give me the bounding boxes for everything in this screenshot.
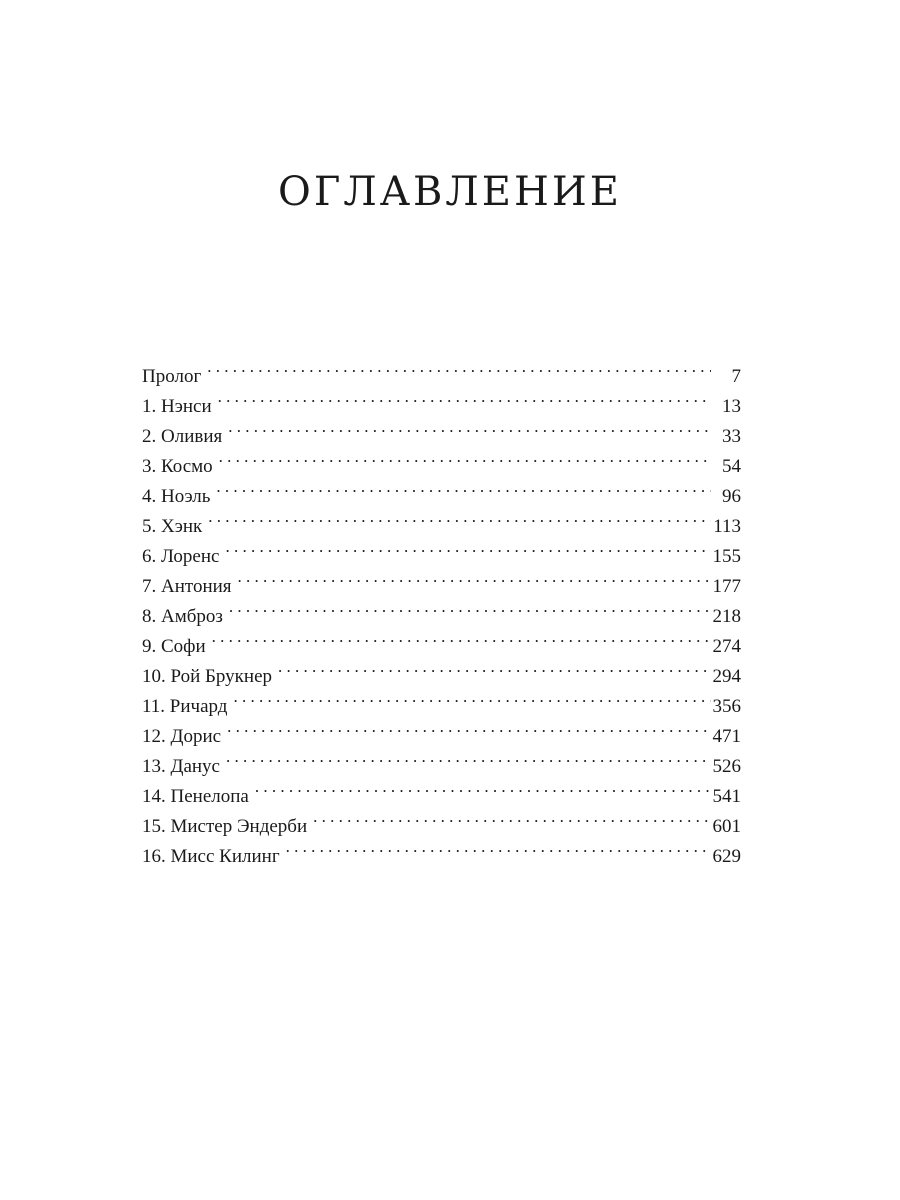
toc-dot-leader <box>226 742 711 772</box>
toc-entry-label: 5. Хэнк <box>142 516 203 537</box>
toc-entry-page: 526 <box>712 756 741 777</box>
toc-entry-page: 96 <box>722 486 741 507</box>
toc-entry-page: 629 <box>712 846 741 867</box>
toc-entry <box>142 532 741 567</box>
toc-entry-label: 10. Рой Брукнер <box>142 666 273 687</box>
toc-dot-leader <box>218 382 711 412</box>
toc-entry-label: Пролог <box>142 366 202 387</box>
toc-entry <box>142 742 741 777</box>
toc-entry-label: 13. Данус <box>142 756 220 777</box>
toc-entry-page: 33 <box>722 426 741 447</box>
toc-dot-leader <box>229 592 711 622</box>
toc-entry-page: 54 <box>722 456 741 477</box>
toc-entry-label: 7. Антония <box>142 576 232 597</box>
toc-dot-leader <box>212 622 711 652</box>
toc-entry-page: 155 <box>712 546 741 567</box>
toc-dot-leader <box>238 562 711 592</box>
toc-entry-page: 218 <box>712 606 741 627</box>
toc-entry <box>142 412 741 447</box>
table-of-contents <box>142 352 741 867</box>
toc-entry-page: 294 <box>712 666 741 687</box>
toc-dot-leader <box>228 412 711 442</box>
toc-entry-label: 15. Мистер Эндерби <box>142 816 308 837</box>
toc-entry <box>142 622 741 657</box>
toc-entry-label: 6. Лоренс <box>142 546 220 567</box>
toc-dot-leader <box>219 442 711 472</box>
toc-dot-leader <box>227 712 710 742</box>
toc-entry-label: 1. Нэнси <box>142 396 212 417</box>
toc-entry-label: 11. Ричард <box>142 696 228 717</box>
toc-entry <box>142 382 741 417</box>
toc-entry-page: 471 <box>712 726 741 747</box>
toc-dot-leader <box>278 652 710 682</box>
toc-dot-leader <box>207 352 711 382</box>
toc-entry-page: 356 <box>712 696 741 717</box>
toc-entry <box>142 652 741 687</box>
toc-entry-label: 3. Космо <box>142 456 213 477</box>
toc-dot-leader <box>216 472 711 502</box>
toc-entry-label: 16. Мисс Килинг <box>142 846 280 867</box>
toc-entry <box>142 562 741 597</box>
toc-entry <box>142 712 741 747</box>
toc-entry-label: 14. Пенелопа <box>142 786 249 807</box>
toc-entry-page: 13 <box>722 396 741 417</box>
toc-entry-page: 274 <box>712 636 741 657</box>
toc-entry-label: 9. Софи <box>142 636 206 657</box>
toc-dot-leader <box>208 502 711 532</box>
toc-entry-label: 12. Дорис <box>142 726 222 747</box>
toc-entry <box>142 472 741 507</box>
toc-entry <box>142 352 741 387</box>
toc-entry <box>142 502 741 537</box>
toc-entry-page: 7 <box>731 366 741 387</box>
toc-entry-page: 601 <box>712 816 741 837</box>
toc-entry-page: 177 <box>712 576 741 597</box>
toc-dot-leader <box>255 772 711 802</box>
toc-dot-leader <box>233 682 710 712</box>
toc-entry-label: 8. Амброз <box>142 606 223 627</box>
toc-entry <box>142 772 741 807</box>
toc-entry-label: 4. Ноэль <box>142 486 211 507</box>
toc-entry-label: 2. Оливия <box>142 426 223 447</box>
toc-entry <box>142 442 741 477</box>
toc-entry-page: 113 <box>713 516 741 537</box>
toc-entry-page: 541 <box>712 786 741 807</box>
toc-dot-leader <box>225 532 710 562</box>
toc-dot-leader <box>286 832 711 862</box>
page-title: ОГЛАВЛЕНИЕ <box>278 169 622 215</box>
toc-dot-leader <box>313 802 710 832</box>
toc-entry <box>142 592 741 627</box>
